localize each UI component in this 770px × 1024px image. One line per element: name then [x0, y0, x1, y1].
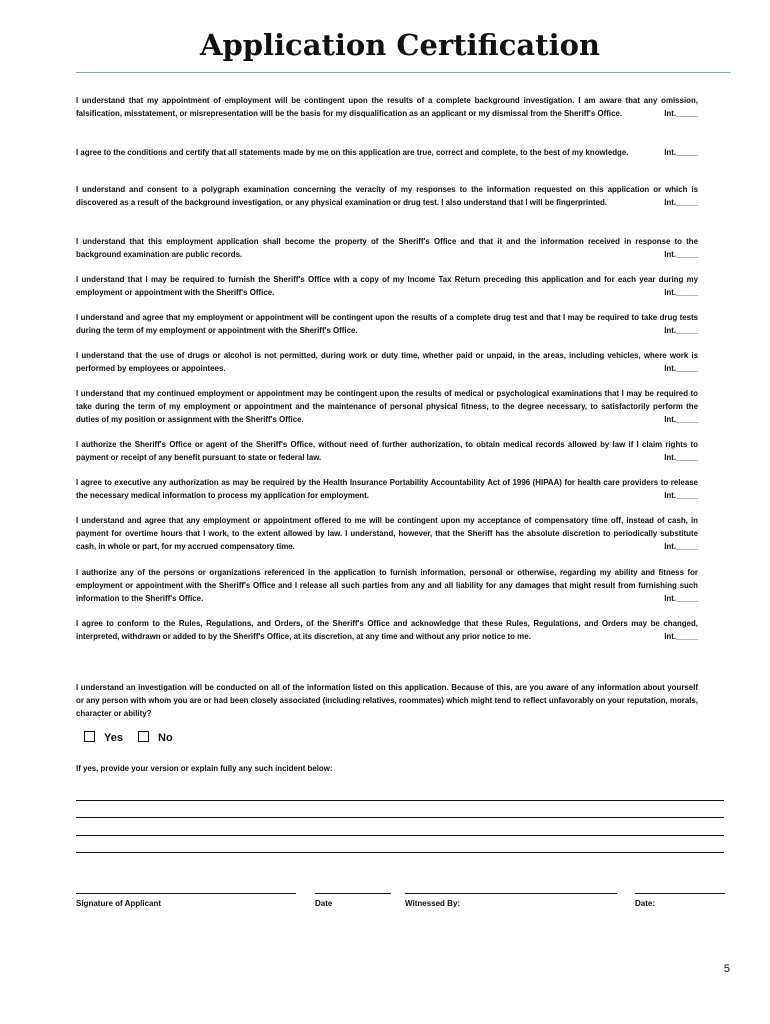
initial-field[interactable]: Int._____ — [664, 594, 698, 603]
initial-field[interactable]: Int._____ — [664, 288, 698, 297]
initial-field[interactable]: Int._____ — [664, 542, 698, 551]
initial-field[interactable]: Int._____ — [664, 109, 698, 118]
certification-paragraph: I understand and consent to a polygraph examination concerning the veracity of my responses to the information requested on this application or which is discovered as a result of the background investigation, or any physical examination or drug test. I also understand that I will be fingerprinted. Int._____ — [76, 185, 698, 207]
initial-field[interactable]: Int._____ — [664, 491, 698, 500]
explanation-line[interactable] — [76, 852, 724, 853]
certification-paragraph: I agree to executive any authorization as may be required by the Health Insurance Portability Accountability Act of 1996 (HIPAA) for health care providers to release the necessary medical information to process my application for employment. Int._____ — [76, 478, 698, 500]
initial-field[interactable]: Int._____ — [664, 250, 698, 259]
witness-date-label: Date: — [635, 899, 656, 908]
explanation-line[interactable] — [76, 800, 724, 801]
explanation-line[interactable] — [76, 817, 724, 818]
initial-field[interactable]: Int._____ — [664, 364, 698, 373]
initial-field[interactable]: Int._____ — [664, 415, 698, 424]
certification-paragraph: I understand and agree that any employment or appointment offered to me will be contingent upon my acceptance of compensatory time off, instead of cash, in payment for overtime hours that I work, to the extent allowed by law. I understand, however, that the Sheriff has the absolute discretion to periodically substitute cash, in whole or part, for my accrued compensatory time. Int._____ — [76, 516, 698, 551]
initial-field[interactable]: Int._____ — [664, 453, 698, 462]
no-checkbox[interactable] — [138, 731, 149, 742]
explain-prompt: If yes, provide your version or explain fully any such incident below: — [76, 764, 333, 773]
applicant-signature-line[interactable] — [76, 893, 296, 894]
certification-paragraph: I agree to conform to the Rules, Regulations, and Orders, of the Sheriff's Office and acknowledge that these Rules, Regulations, and Orders may be changed, interpreted, withdrawn or added to by the Sheriff's Office, at its discretion, at any time and without any prior notice to me. Int._____ — [76, 619, 698, 641]
certification-paragraph: I understand that the use of drugs or alcohol is not permitted, during work or duty time, whether paid or unpaid, in the areas, including vehicles, where work is performed by employees or appointees. Int._____ — [76, 351, 698, 373]
yes-checkbox[interactable] — [84, 731, 95, 742]
initial-field[interactable]: Int._____ — [664, 148, 698, 157]
certification-paragraph: I agree to the conditions and certify that all statements made by me on this application are true, correct and complete, to the best of my knowledge. Int._____ — [76, 148, 698, 157]
certification-paragraph: I understand that my continued employment or appointment may be contingent upon the results of medical or psychological examinations that I may be required to take during the term of my employment or appointment and the maintenance of personal physical fitness, to the degree necessary, to satisfactorily perform the duties of my position or assignment with the Sheriff's Office. Int._____ — [76, 389, 698, 424]
page-number: 5 — [723, 963, 730, 975]
initial-field[interactable]: Int._____ — [664, 326, 698, 335]
certification-paragraph: I understand that I may be required to furnish the Sheriff's Office with a copy of my Income Tax Return preceding this application and for each year during my employment or appointment with the Sheriff's Office. Int._____ — [76, 275, 698, 297]
certification-paragraph: I authorize any of the persons or organizations referenced in the application to furnish information, personal or otherwise, regarding my ability and fitness for employment or appointment with the Sheriff's Office and I release all such parties from any and all liability for any damages that might result from furnishing such information to the Sheriff's Office. Int._____ — [76, 568, 698, 603]
yes-option[interactable] — [84, 731, 123, 744]
date-line[interactable] — [315, 893, 391, 894]
explanation-line[interactable] — [76, 835, 724, 836]
initial-field[interactable]: Int._____ — [664, 198, 698, 207]
certification-paragraph: I understand and agree that my employment or appointment will be contingent upon the results of a complete drug test and that I may be required to take drug tests during the term of my employment or appointment with the Sheriff's Office. Int._____ — [76, 313, 698, 335]
initial-field[interactable]: Int._____ — [664, 632, 698, 641]
witness-label: Witnessed By: — [405, 899, 461, 908]
investigation-question: I understand an investigation will be conducted on all of the information listed on this application. Because of this, are you aware of any information about yourself or any person with whom you are or had been closely associated (including relatives, roommates) which might tend to reflect unfavorably on your reputation, morals, character or ability? — [76, 683, 698, 718]
no-option[interactable] — [138, 731, 173, 744]
certification-paragraph: I authorize the Sheriff's Office or agent of the Sheriff's Office, without need of further authorization, to obtain medical records allowed by law if I claim rights to payment or receipt of any benefit pursuant to state or federal law. Int._____ — [76, 440, 698, 462]
applicant-signature-label: Signature of Applicant — [76, 899, 162, 908]
certification-paragraph: I understand that my appointment of employment will be contingent upon the results of a complete background investigation. I am aware that any omission, falsification, misstatement, or misrepresentation will be the basis for my disqualification as an applicant or my dismissal from the Sheriff's Office. Int._____ — [76, 96, 698, 118]
date-label: Date — [315, 899, 333, 908]
witness-signature-line[interactable] — [405, 893, 617, 894]
witness-date-line[interactable] — [635, 893, 725, 894]
certification-paragraph: I understand that this employment application shall become the property of the Sheriff's Office and that it and the information received in response to the background examination are public records. Int._____ — [76, 237, 698, 259]
title-rule — [76, 72, 731, 73]
yes-label: Yes — [104, 732, 123, 744]
no-label: No — [158, 732, 173, 744]
page-title: Application Certification — [199, 28, 601, 62]
